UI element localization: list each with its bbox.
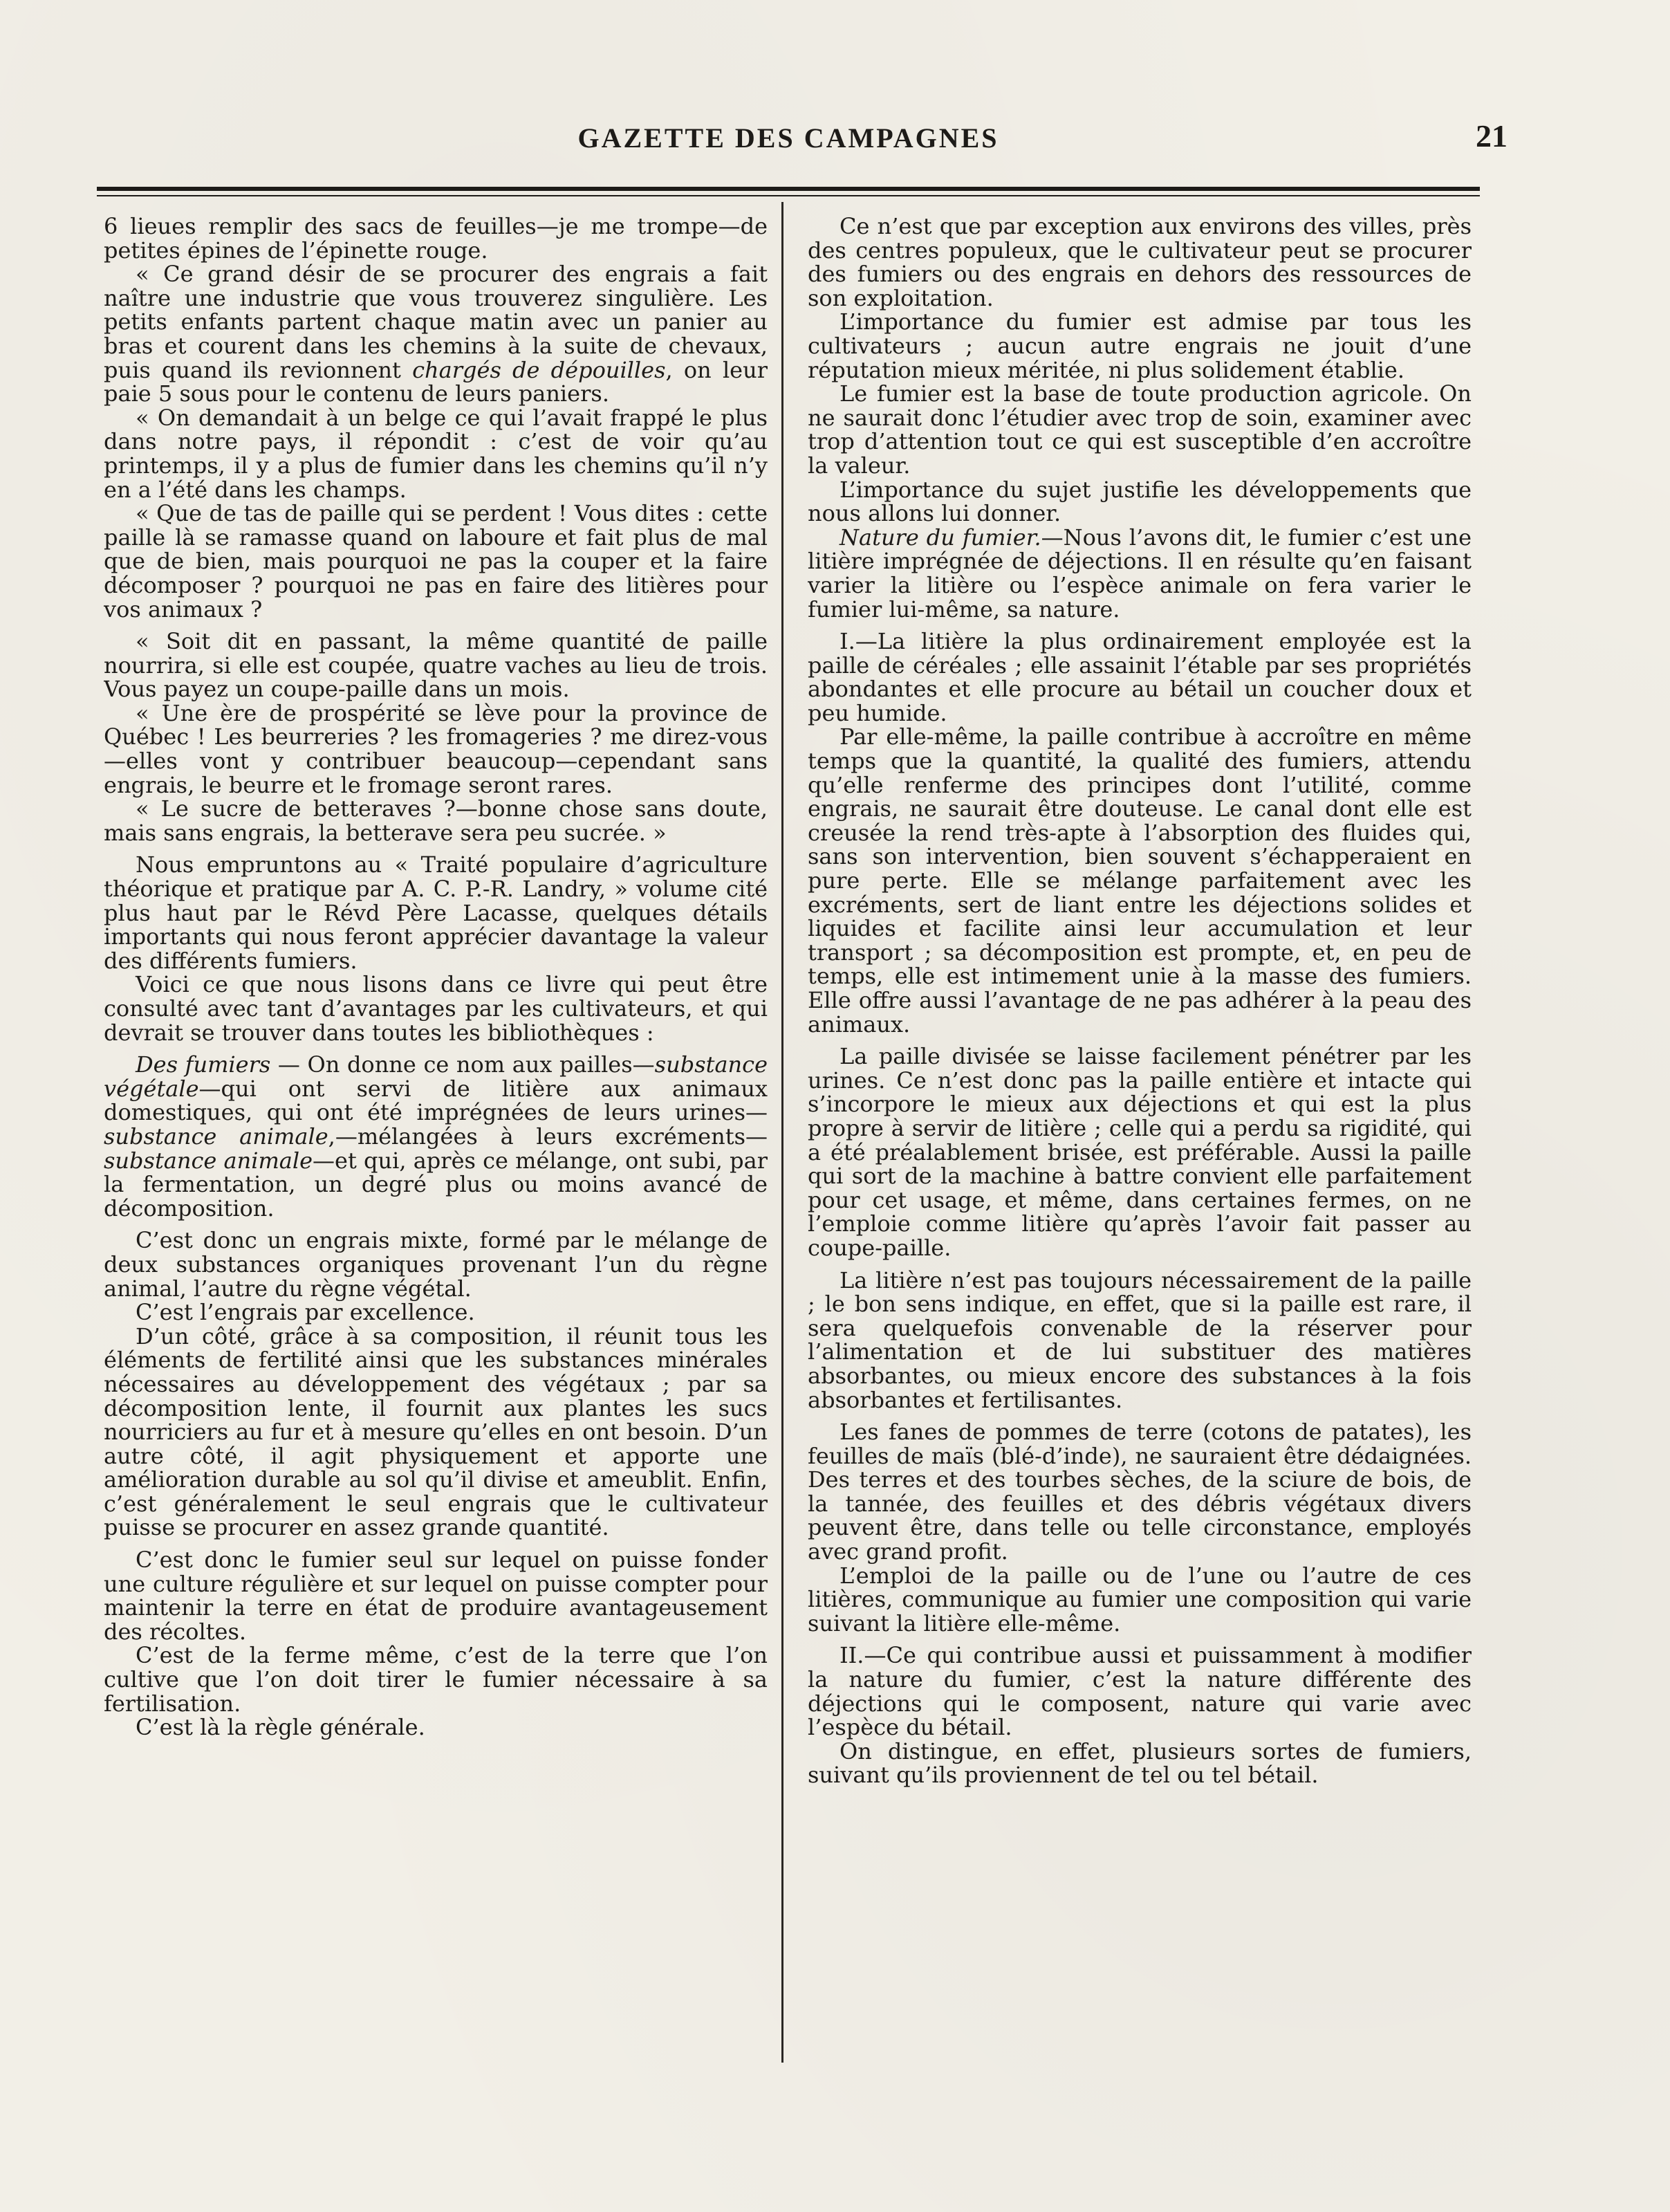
paragraph: Ce n’est que par exception aux environs des villes, près des centres populeux, que le cultivateur peut se procurer des fumiers ou des engrais en dehors des ressources de son exploitation. [808, 214, 1472, 311]
paragraph: Le fumier est la base de toute production agricole. On ne saurait donc l’étudier avec trop de soin, examiner avec trop d’attention tout ce qui est susceptible d’en accroître la valeur. [808, 380, 1472, 479]
paragraph-text: ,—mélangées à leurs excréments— [328, 1123, 768, 1150]
paragraph: « Que de tas de paille qui se perdent ! Vous dites : cette paille là se ramasse quand on laboure et fait plus de mal que de bien, mais pourquoi ne pas la couper et la faire décomposer ? pourquoi ne pas en faire des litières pour vos animaux ? [104, 500, 768, 623]
header-rule-thin [97, 195, 1480, 196]
page-header [97, 118, 1507, 163]
paragraph: 6 lieues remplir des sacs de feuilles—je me trompe—de petites épines de l’épinette rouge. [104, 214, 768, 264]
italic-text: substance animale [104, 1147, 313, 1174]
paragraph: « On demandait à un belge ce qui l’avait frappé le plus dans notre pays, il répondit : c’est de voir qu’au printemps, il y a plus de fumier dans les chemins qu’il n’y en a l’été dans les champs. [104, 404, 768, 503]
paragraph: D’un côté, grâce à sa composition, il réunit tous les éléments de fertilité ainsi que les substances minérales nécessaires au développement des végétaux ; par sa décomposition lente, il fournit aux plantes les sucs nourriciers au fur et à mesure qu’elles en ont besoin. D’un autre côté, il agit physiquement et apporte une amélioration durable au sol qu’il divise et ameublit. Enfin, c’est généralement le seul engrais que le cultivateur puisse se procurer en assez grande quantité. [104, 1322, 768, 1541]
paragraph: C’est donc le fumier seul sur lequel on puisse fonder une culture régulière et sur lequel on puisse compter pour maintenir la terre en état de produire avantageusement des récoltes. [104, 1547, 768, 1645]
paragraph-text: —et qui, après ce mélange, ont subi, par la fermentation, un degré plus ou moins avancé de décomposition. [104, 1147, 768, 1222]
italic-text: substance animale [104, 1123, 328, 1150]
paragraph-text: —qui ont servi de litière aux animaux domestiques, qui ont été imprégnées de leurs urines— [104, 1075, 768, 1126]
section-label: Nature du fumier. [839, 524, 1041, 551]
paragraph: Par elle-même, la paille contribue à accroître en même temps que la quantité, la qualité des fumiers, attendu qu’elle renferme des principes dont l’utilité, comme engrais, ne saurait être douteuse. Le canal dont elle est creusée la rend très-apte à l’absorption des fluides qui, sans son intervention, bien souvent s’échapperaient en pure perte. Elle se mélange parfaitement avec les excréments, sert de liant entre les déjections solides et liquides et facilite ainsi leur accumulation et leur transport ; sa décomposition est prompte, et, en peu de temps, elle est intimement unie à la masse des fumiers. Elle offre aussi l’avantage de ne pas adhérer à la peau des animaux. [808, 723, 1472, 1038]
column-separator [781, 202, 783, 2063]
italic-text: substance végétale [104, 1051, 768, 1102]
paragraph [104, 262, 768, 406]
running-title: GAZETTE DES CAMPAGNES [577, 122, 999, 154]
paragraph: « Soit dit en passant, la même quantité de paille nourrira, si elle est coupée, quatre vaches au lieu de trois. Vous payez un coupe-paille dans un mois. [104, 628, 768, 703]
italic-text: chargés de dépouilles [412, 356, 666, 383]
paragraph: I.—La litière la plus ordinairement employée est la paille de céréales ; elle assainit l’étable par ses propriétés abondantes et elle procure au bétail un coucher doux et peu humide. [808, 628, 1472, 726]
paragraph: L’importance du sujet justifie les développements que nous allons lui donner. [808, 476, 1472, 527]
paragraph: « Une ère de prospérité se lève pour la province de Québec ! Les beurreries ? les fromageries ? me direz-vous—elles vont y contribuer beaucoup—cependant sans engrais, le beurre et le fromage seront rares. [104, 699, 768, 798]
header-rule [97, 187, 1480, 191]
paragraph: C’est de la ferme même, c’est de la terre que l’on cultive que l’on doit tirer le fumier nécessaire à sa fertilisation. [104, 1642, 768, 1717]
page-number: 21 [1476, 118, 1507, 154]
definition-paragraph [104, 1053, 768, 1220]
section-label: Des fumiers [136, 1051, 271, 1078]
paragraph [808, 526, 1472, 621]
paragraph: II.—Ce qui contribue aussi et puissamment à modifier la nature du fumier, c’est la nature différente des déjections qui le composent, nature qui varie avec l’espèce du bétail. [808, 1642, 1472, 1741]
paragraph-text: « Ce grand désir de se procurer des engrais a fait naître une industrie que vous trouverez singulière. Les petits enfants partent chaque matin avec un panier au bras et courent dans les chemins à la suite de chevaux, puis quand ils revionnent [104, 261, 768, 383]
paragraph: C’est donc un engrais mixte, formé par le mélange de deux substances organiques provenant l’un du règne animal, l’autre du règne végétal. [104, 1227, 768, 1302]
paragraph: L’importance du fumier est admise par tous les cultivateurs ; aucun autre engrais ne jouit d’une réputation mieux méritée, ni plus solidement établie. [808, 308, 1472, 383]
paragraph: Nous empruntons au « Traité populaire d’agriculture théorique et pratique par A. C. P.-R. Landry, » volume cité plus haut par le Révd Père Lacasse, quelques détails importants qui nous feront apprécier davantage la valeur des différents fumiers. [104, 851, 768, 974]
paragraph-text: —Nous l’avons dit, le fumier c’est une litière imprégnée de déjections. Il en résulte qu’en faisant varier la litière ou l’espèce animale on fera varier le fumier lui-même, sa nature. [808, 524, 1472, 623]
paragraph: L’emploi de la paille ou de l’une ou l’autre de ces litières, communique au fumier une composition qui varie suivant la litière elle-même. [808, 1562, 1472, 1637]
right-column [808, 214, 1472, 2047]
paragraph: Les fanes de pommes de terre (cotons de patates), les feuilles de maïs (blé-d’inde), ne sauraient être dédaignées. Des terres et des tourbes sèches, de la sciure de bois, de la tannée, des feuilles et des débris végétaux divers peuvent être, dans telle ou telle circonstance, employés avec grand profit. [808, 1419, 1472, 1565]
left-column [104, 214, 768, 2047]
paragraph: La paille divisée se laisse facilement pénétrer par les urines. Ce n’est donc pas la paille entière et intacte qui s’incorpore le mieux aux déjections et qui est la plus propre à servir de litière ; celle qui a perdu sa rigidité, qui a été préalablement brisée, est préférable. Aussi la paille qui sort de la machine à battre convient elle parfaitement pour cet usage, et même, dans certaines fermes, on ne l’emploie comme litière qu’après l’avoir fait passer au coupe-paille. [808, 1043, 1472, 1261]
paragraph: La litière n’est pas toujours nécessairement de la paille ; le bon sens indique, en effet, que si la paille est rare, il sera quelquefois convenable de la réserver pour l’alimentation et de lui substituer des matières absorbantes, ou mieux encore des substances à la fois absorbantes et fertilisantes. [808, 1266, 1472, 1413]
paragraph: On distingue, en effet, plusieurs sortes de fumiers, suivant qu’ils proviennent de tel ou tel bétail. [808, 1738, 1472, 1789]
paragraph: « Le sucre de betteraves ?—bonne chose sans doute, mais sans engrais, la betterave sera peu sucrée. » [104, 795, 768, 846]
paragraph-text: — On donne ce nom aux pailles— [270, 1051, 655, 1078]
paragraph: C’est là la règle générale. [136, 1714, 425, 1741]
paragraph-text: , on leur paie 5 sous pour le contenu de leurs paniers. [104, 356, 768, 407]
paragraph: C’est l’engrais par excellence. [136, 1299, 475, 1326]
paragraph: Voici ce que nous lisons dans ce livre qui peut être consulté avec tant d’avantages par les cultivateurs, et qui devrait se trouver dans toutes les bibliothèques : [104, 971, 768, 1046]
